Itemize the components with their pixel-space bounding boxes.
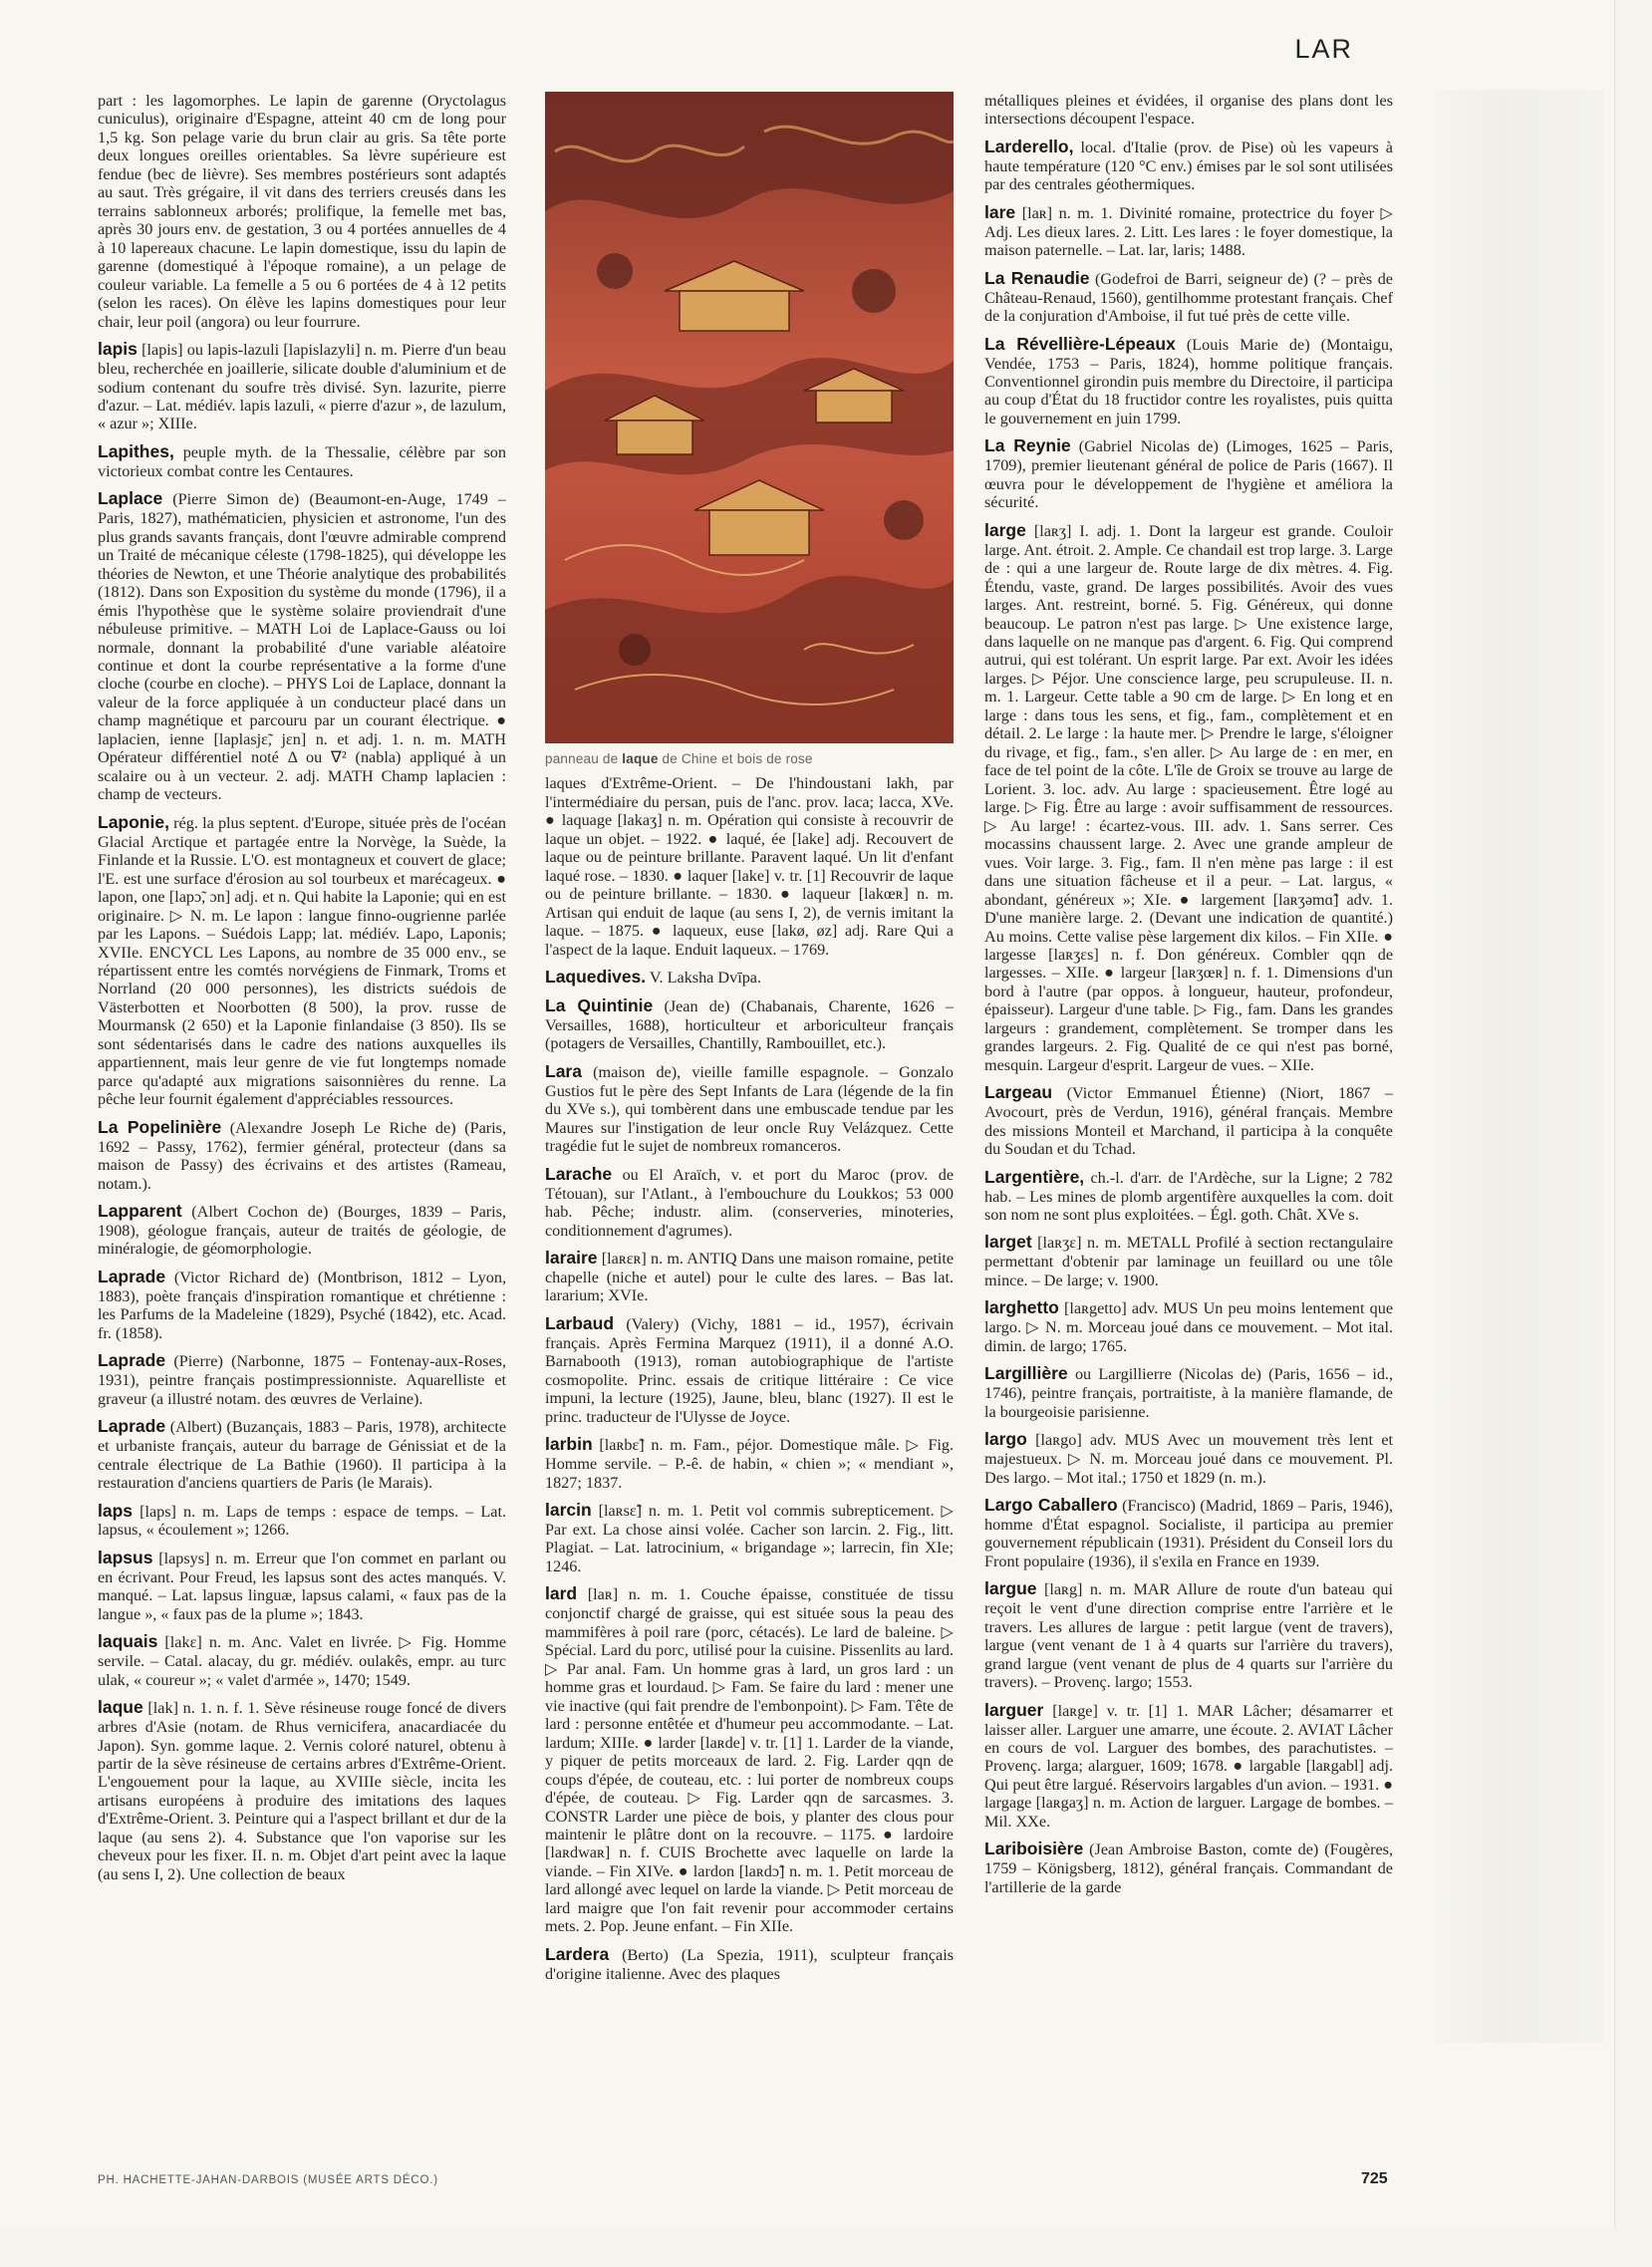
entry-headword: La Quintinie <box>545 995 654 1015</box>
entry-headword: La Révellière-Lépeaux <box>984 333 1176 354</box>
entry-definition: [laʀgo] adv. MUS Avec un mouvement très lent et majestueux. ▷ N. m. Morceau joué dans ce mouvement. Pl. Des largo. – Mot ital.; 1750 et 1829 (n. m.). <box>984 1431 1393 1487</box>
entry-headword: lard <box>545 1583 578 1604</box>
entry-definition: métalliques pleines et évidées, il organise des plans dont les intersections découpent l'espace. <box>984 92 1393 129</box>
entry-definition: [laʀ] n. m. 1. Couche épaisse, constituée de tissu conjonctif chargé de graisse, qui est située sous la peau des mammifères à poil rare (porc, cétacés). Le lard de baleine. ▷ Spécial. Lard du porc, utilisé pour la cuisine. Pissenlits au lard. ▷ Par anal. Fam. Un homme gras à lard, un gros lard : un homme gras et lourdaud. ▷ Fam. Se faire du lard : mener une vie inactive (qui fait prendre de l'embonpoint). ▷ Fam. Tête de lard : personne entêtée et d'humeur peu accommodante. – Lat. lardum; XIIIe. ● larder [laʀde] v. tr. [1] 1. Larder de la viande, y piquer de petits morceaux de lard. 2. Fig. Larder qqn de coups d'épée, de couteau, etc. : lui porter de nombreux coups d'épée, de couteau. ▷ Fig. Larder qqn de sarcasmes. 3. CONSTR Larder une pièce de bois, y planter des clous pour maintenir le plâtre dont on la recouvre. – 1175. ● lardoire [laʀdwaʀ] n. f. CUIS Brochette avec laquelle on larde la viande. – Fin XIVe. ● lardon [laʀdɔ̃] n. m. 1. Petit morceau de lard allongé avec lequel on larde la viande. ▷ Petit morceau de lard maigre que l'on fait revenir pour accommoder certains mets. 2. Pop. Jeune enfant. – Fin XIIe. <box>545 1585 954 1936</box>
entry-headword: Laplace <box>98 488 163 509</box>
entry-headword: La Reynie <box>984 435 1071 456</box>
lacquer-panel-image <box>545 92 954 743</box>
entry-headword: Largentière, <box>984 1166 1085 1187</box>
entry-definition: (Valery) (Vichy, 1881 – id., 1957), écrivain français. Après Fermina Marquez (1911), il a donné A.O. Barnabooth (1913), roman autobiographique de l'artiste cosmopolite. Princ. essais de critique littéraire : Ce vice impuni, la lecture (1925), Jaune, bleu, blanc (1927). Il est le princ. traducteur de l'Ulysse de Joyce. <box>545 1314 954 1426</box>
dictionary-entry <box>98 92 506 331</box>
entry-definition: (Godefroi de Barri, seigneur de) (? – près de Château-Renaud, 1560), gentilhomme protestant français. Chef de la conjuration d'Amboise, il fut tué près de cette ville. <box>984 269 1393 326</box>
entry-definition: (Pierre Simon de) (Beaumont-en-Auge, 1749 – Paris, 1827), mathématicien, physicien et astronome, l'un des plus grands savants français, dont l'œuvre admirable comprend un Traité de mécanique céleste (1798-1825), qui développe les théories de Newton, et une Théorie analytique des probabilités (1812). Dans son Exposition du système du monde (1796), il a émis l'hypothèse que le système solaire proviendrait d'une nébuleuse primitive. – MATH Loi de Laplace-Gauss ou loi normale, donnant la probabilité d'une variable aléatoire continue et dont la courbe représentative a la forme d'une cloche (courbe en cloche). – PHYS Loi de Laplace, donnant la valeur de la force appliquée à un conducteur placé dans un champ magnétique et parcouru par un courant électrique. ● laplacien, ienne [laplasjɛ̃, jɛn] n. et adj. 1. n. m. MATH Opérateur différentiel noté Δ ou ∇² (nabla) appliqué à un scalaire ou à un vecteur. 2. adj. MATH Champ laplacien : champ de vecteurs. <box>98 490 506 804</box>
entry-headword: largue <box>984 1578 1037 1599</box>
entry-headword: Lapithes, <box>98 440 174 461</box>
dictionary-entry <box>98 340 506 433</box>
running-head: LAR <box>1294 34 1353 64</box>
dictionary-entry <box>984 92 1393 129</box>
dictionary-entry <box>98 442 506 480</box>
entry-headword: Lardera <box>545 1943 610 1964</box>
entry-headword: La Popelinière <box>98 1116 222 1137</box>
entry-definition: [lapsys] n. m. Erreur que l'on commet en parlant ou en écrivant. Pour Freud, les lapsus sont des actes manqués. V. manqué. – Lat. lapsus linguæ, lapsus calami, « faux pas de la langue », « faux pas de la plume »; 1843. <box>98 1549 506 1623</box>
entry-definition: [laʀge] v. tr. [1] 1. MAR Lâcher; désamarrer et laisser aller. Larguer une amarre, une écoute. 2. AVIAT Lâcher en cours de vol. Larguer des bombes, des parachutistes. – Provenç. larga; alarguer, 1609; 1678. ● largable [laʀgabl] adj. Qui peut être largué. Réservoirs largables d'un avion. – 1931. ● largage [laʀgaʒ] n. m. Action de larguer. Largage de bombes. – Mil. XXe. <box>984 1701 1393 1831</box>
entry-headword: laque <box>98 1697 143 1718</box>
lacquer-panel-illustration <box>545 92 954 743</box>
entry-definition: [lak] n. 1. n. f. 1. Sève résineuse rouge foncé de divers arbres d'Asie (notam. de Rhus vernicifera, anacardiacée du Japon). Syn. gomme laque. 2. Vernis coloré naturel, obtenu à partir de la sève résineuse de certains arbres d'Extrême-Orient. L'engouement pour la laque, au XVIIIe siècle, incita les artisans européens à produire des imitations des laques d'Extrême-Orient. 3. Peinture qui a l'aspect brillant et dur de la laque (au sens 2). 4. Substance que l'on vaporise sur les cheveux pour les fixer. II. n. m. Objet d'art peint avec la laque (au sens I, 2). Une collection de beaux <box>98 1699 506 1883</box>
dictionary-entry <box>984 521 1393 1075</box>
entry-definition: ou El Araïch, v. et port du Maroc (prov. de Tétouan), sur l'Atlant., à l'embouchure du Loukkos; 53 000 hab. Pêche; industr. alim. (conserveries, minoteries, conditionnement d'agrumes). <box>545 1165 954 1240</box>
dictionary-entry <box>98 1268 506 1342</box>
dictionary-entry <box>984 1496 1393 1570</box>
dictionary-entry <box>545 1249 954 1305</box>
dictionary-entry <box>545 1945 954 1983</box>
entry-definition: [laʀg] n. m. MAR Allure de route d'un bateau qui reçoit le vent d'une direction comprise entre l'arrière et le travers. Les allures de largue : petit largue (vent de travers), largue (vent venant de 1 à 4 quarts sur l'arrière du travers), grand largue (vent venant de plus de 4 quarts sur l'arrière du travers). – Provenç. largo; 1553. <box>984 1580 1393 1692</box>
dictionary-entry <box>984 1701 1393 1832</box>
entry-headword: lare <box>984 201 1016 222</box>
dictionary-entry <box>98 1118 506 1193</box>
dictionary-entry <box>545 1165 954 1240</box>
entry-definition: [laps] n. m. Laps de temps : espace de temps. – Lat. lapsus, « écoulement »; 1266. <box>98 1502 506 1540</box>
photo-credit: PH. HACHETTE-JAHAN-DARBOIS (MUSÉE ARTS DÉCO.) <box>98 2174 438 2186</box>
entry-headword: largo <box>984 1429 1027 1450</box>
dictionary-entry <box>545 1501 954 1575</box>
entry-definition: (Pierre) (Narbonne, 1875 – Fontenay-aux-Roses, 1931), peintre français postimpressionniste. Aquarelliste et graveur (a illustré notam. des œuvres de Verlaine). <box>98 1352 506 1408</box>
entry-definition: [laʀgetto] adv. MUS Un peu moins lentement que largo. ▷ N. m. Morceau joué dans ce mouvement. – Mot ital. dimin. de largo; 1765. <box>984 1299 1393 1355</box>
dictionary-entry <box>545 1062 954 1156</box>
entry-definition: local. d'Italie (prov. de Pise) où les vapeurs à haute température (120 °C env.) émises par le sol sont utilisées par des centrales géothermiques. <box>984 138 1393 194</box>
entry-definition: ou Largillierre (Nicolas de) (Paris, 1656 – id., 1746), peintre français, portraitiste, à la manière flamande, de la bourgeoisie parisienne. <box>984 1365 1393 1421</box>
entry-definition: (maison de), vieille famille espagnole. – Gonzalo Gustios fut le père des Sept Infants de Lara (légende de la fin du XVe s.), qui tombèrent dans une embuscade tendue par les Maures sur l'instigation de leur oncle Ruy Velázquez. Cette tragédie fut le sujet de nombreux romanceros. <box>545 1062 954 1156</box>
dictionary-entry <box>98 1698 506 1883</box>
entry-definition: [lapis] ou lapis-lazuli [lapislazyli] n. m. Pierre d'un beau bleu, recherchée en joaillerie, silicate double d'aluminium et de sodium contenant du soufre très divisé. Syn. lazurite, pierre d'azur. – Lat. médiév. lapis lazuli, « pierre d'azur », de lazulum, « azur »; XIIIe. <box>98 341 506 433</box>
page-number: 725 <box>1361 2170 1388 2187</box>
dictionary-entry <box>984 335 1393 428</box>
entry-headword: larguer <box>984 1699 1044 1720</box>
entry-definition: (Victor Richard de) (Montbrison, 1812 – Lyon, 1883), poète français d'inspiration romantique et chrétienne : les Parfums de la Madeleine (1829), Psyché (1842), etc. Acad. fr. (1858). <box>98 1268 506 1342</box>
entry-definition: peuple myth. de la Thessalie, célèbre par son victorieux combat contre les Centaures. <box>98 442 506 480</box>
dictionary-entry <box>984 1083 1393 1158</box>
dictionary-entry <box>984 269 1393 326</box>
entry-headword: laps <box>98 1500 134 1521</box>
entry-definition: (Gabriel Nicolas de) (Limoges, 1625 – Paris, 1709), premier lieutenant général de police de Paris (1667). Il œuvra pour le développement de l'hygiène et améliora la sécurité. <box>984 437 1393 512</box>
dictionary-entry <box>545 1584 954 1935</box>
dictionary-entry <box>98 489 506 803</box>
entry-headword: Larache <box>545 1163 613 1184</box>
entry-headword: Laquedives. <box>545 967 647 988</box>
entry-definition: [lakɛ] n. m. Anc. Valet en livrée. ▷ Fig. Homme servile. – Catal. alacay, du gr. médiév. oulakês, empr. au turc ulak, « coureur »; « valet d'armée », 1470; 1549. <box>98 1633 506 1689</box>
entry-definition: [laʀʒ] I. adj. 1. Dont la largeur est grande. Couloir large. Ant. étroit. 2. Ample. Ce chandail est trop large. 3. Large de : qui a une largeur de. Route large de dix mètres. 4. Fig. Étendu, vaste, grand. De larges possibilités. Avoir des vues larges. Ant. restreint, borné. 5. Fig. Généreux, qui donne beaucoup. Le patron n'est pas large. ▷ Une existence large, dans laquelle on ne manque pas d'argent. 6. Fig. Qui comprend autrui, qui est tolérant. Un esprit large. Par ext. Avoir les idées larges. ▷ Péjor. Une conscience large, peu scrupuleuse. II. n. m. 1. Largeur. Cette table a 90 cm de large. ▷ En long et en large : dans tous les sens, et fig., fam., complètement et en détail. 2. Le large : la haute mer. ▷ Prendre le large, s'éloigner du rivage, et fig., fam., s'en aller. ▷ Au large de : en mer, en face de tel point de la côte. L'île de Groix se trouve au large de Lorient. 3. loc. adv. Au large : spacieusement. Être logé au large. ▷ Fig. Être au large : avoir suffisamment de ressources. ▷ Au large! : écartez-vous. III. adv. 1. Sans serrer. Ces mocassins chaussent large. 2. Avec une grande ampleur de vues. Voir large. 3. Fig., fam. Il n'en mène pas large : il est dans une situation fâcheuse et il a peur. – Lat. largus, « abondant, généreux »; XIe. ● largement [laʀʒəmɑ̃] adv. 1. D'une manière large. 2. (Devant une indication de quantité.) Au moins. Cette valise pèse largement dix kilos. – Fin XIIe. ● largesse [laʀʒɛs] n. f. Don généreux. Combler qqn de largesses. – XIIe. ● largeur [laʀʒœʀ] n. f. 1. Dimensions d'un bord à l'autre (par oppos. à longueur, hauteur, profondeur, épaisseur). Largeur d'une table. ▷ Fig., fam. Dans les grandes largeurs : grandement, complètement. Se tromper dans les grandes largeurs. 2. Fig. Qualité de ce qui n'est pas borné, mesquin. Largeur d'esprit. Largeur de vues. – XIIe. <box>984 521 1393 1074</box>
dictionary-entry <box>984 1840 1393 1896</box>
dictionary-entry <box>545 774 954 959</box>
entry-definition: (Jean de) (Chabanais, Charente, 1626 – Versailles, 1688), horticulteur et arboriculteur français (potagers de Versailles, Chantilly, Rambouillet, etc.). <box>545 997 954 1053</box>
column-2-entries <box>545 774 954 1983</box>
entry-definition: (Berto) (La Spezia, 1911), sculpteur français d'origine italienne. Avec des plaques <box>545 1945 954 1983</box>
dictionary-entry <box>984 203 1393 260</box>
dictionary-entry <box>984 1298 1393 1355</box>
dictionary-entry <box>545 1314 954 1426</box>
entry-definition: [laʀʒɛ] n. m. METALL Profilé à section rectangulaire permettant d'obtenir par laminage un feuillard ou une tôle mince. – De large; v. 1900. <box>984 1234 1393 1289</box>
entry-headword: lapis <box>98 339 138 360</box>
entry-definition: (Albert) (Buzançais, 1883 – Paris, 1978), architecte et urbaniste français, auteur du barrage de Génissiat et de la centrale électrique de La Bathie (1960). Il participa à la restauration d'anciens quartiers de Paris (le Marais). <box>98 1418 506 1493</box>
entry-headword: Larderello, <box>984 136 1074 156</box>
entry-headword: lapsus <box>98 1547 153 1567</box>
column-1 <box>98 92 506 2085</box>
dictionary-entry <box>984 1364 1393 1421</box>
column-3 <box>984 92 1393 2085</box>
dictionary-entry <box>98 1632 506 1689</box>
entry-headword: Lara <box>545 1060 582 1081</box>
dictionary-entry <box>984 436 1393 511</box>
entry-headword: Lapparent <box>98 1201 182 1222</box>
entry-definition: [laʀ] n. m. 1. Divinité romaine, protectrice du foyer ▷ Adj. Les dieux lares. 2. Litt. Les lares : le foyer domestique, la maison paternelle. – Lat. lar, laris; 1488. <box>984 203 1393 260</box>
dictionary-entry <box>984 1168 1393 1225</box>
illustration-caption: panneau de laque de Chine et bois de rose <box>545 751 813 766</box>
entry-definition: (Victor Emmanuel Étienne) (Niort, 1867 – Avocourt, près de Verdun, 1916), général français. Membre des missions Monteil et Marchand, il participa à la conquête du Soudan et du Tchad. <box>984 1084 1393 1159</box>
entry-headword: Laprade <box>98 1266 166 1286</box>
dictionary-entry <box>98 1549 506 1623</box>
entry-definition: (Francisco) (Madrid, 1869 – Paris, 1946), homme d'État espagnol. Socialiste, il participa au premier gouvernement républicain (1931). Président du Conseil lors du Front populaire (1936), il s'exila en France en 1939. <box>984 1496 1393 1570</box>
entry-headword: Lariboisière <box>984 1839 1084 1859</box>
dictionary-entry <box>98 1351 506 1408</box>
entry-definition: [laʀbɛ̃] n. m. Fam., péjor. Domestique mâle. ▷ Fig. Homme servile. – P.-ê. de habin, « chien »; « mendiant », 1827; 1837. <box>545 1436 954 1492</box>
dictionary-entry <box>98 813 506 1109</box>
entry-definition: part : les lagomorphes. Le lapin de garenne (Oryctolagus cuniculus), originaire d'Espagne, atteint 40 cm de long pour 1,5 kg. Son pelage varie du brun clair au gris. Sa tête porte deux longues oreilles orientables. Sa lèvre supérieure est fendue (bec de lièvre). Ses membres postérieurs sont adaptés au saut. Très grégaire, il vit dans des terriers creusés dans les terrains sablonneux arborés; prolifique, la femelle met bas, après 30 jours env. de gestation, 3 ou 4 portées annuelles de 4 à 10 lapereaux chacune. Le lapin domestique, issu du lapin de garenne (domestiqué à l'époque romaine), a un pelage de couleur variable. La femelle a 5 ou 6 portées de 4 à 12 petits (selon les races). On élève les lapins domestiques pour leur chair, leur poil (angora) ou leur fourrure. <box>98 92 506 331</box>
entry-definition: (Alexandre Joseph Le Riche de) (Paris, 1692 – Passy, 1762), fermier général, protecteur (dans sa maison de Passy) des écrivains et des artistes (Rameau, notam.). <box>98 1118 506 1193</box>
entry-definition: laques d'Extrême-Orient. – De l'hindoustani lakh, par l'intermédiaire du persan, puis de l'anc. prov. laca; lacca, XVe. ● laquage [lakaʒ] n. m. Opération qui consiste à recouvrir de laque un objet. – 1922. ● laqué, ée [lake] adj. Recouvert de laque ou de peinture brillante. Paravent laqué. Un lit d'enfant laqué rose. – 1830. ● laquer [lake] v. tr. [1] Recouvrir de laque ou de peinture brillante. – 1830. ● laqueur [lakœʀ] n. m. Artisan qui enduit de laque (au sens I, 2), de vernis imitant la laque. – 1875. ● laqueux, euse [lakø, øz] adj. Rare Qui a l'aspect de la laque. Enduit laqueux. – 1769. <box>545 774 954 959</box>
entry-definition: ch.-l. d'arr. de l'Ardèche, sur la Ligne; 2 782 hab. – Les mines de plomb argentifère auxquelles la com. doit son nom ne sont plus exploitées. – Égl. goth. Chât. XVe s. <box>984 1168 1393 1224</box>
column-2 <box>545 92 954 2085</box>
entry-definition: (Albert Cochon de) (Bourges, 1839 – Paris, 1908), géologue français, auteur de traités de géologie, de minéralogie, de géomorphologie. <box>98 1203 506 1259</box>
entry-headword: Larbaud <box>545 1312 615 1333</box>
dictionary-entry <box>545 1435 954 1492</box>
entry-definition: (Louis Marie de) (Montaigu, Vendée, 1753 – Paris, 1824), homme politique français. Conventionnel girondin puis membre du Directoire, il participa au coup d'État du 18 fructidor contre les royalistes, puis quitta le gouvernement en juin 1799. <box>984 335 1393 427</box>
entry-headword: Largeau <box>984 1082 1053 1103</box>
entry-definition: V. Laksha Dvīpa. <box>649 969 762 988</box>
entry-definition: [laʀɛʀ] n. m. ANTIQ Dans une maison romaine, petite chapelle (niche et autel) pour le culte des lares. – Bas lat. lararium; XVIe. <box>545 1250 954 1305</box>
dictionary-entry <box>98 1417 506 1492</box>
entry-definition: rég. la plus septent. d'Europe, située près de l'océan Glacial Arctique et partagée entre la Norvège, la Suède, la Finlande et la Russie. L'O. est montagneux et couvert de glace; l'E. est une surface d'érosion au sol tourbeux et marécageux. ● lapon, one [lapɔ̃, ɔn] adj. et n. Qui habite la Laponie; qui en est originaire. ▷ N. m. Le lapon : langue finno-ougrienne parlée par les Lapons. – Suédois Lapp; lat. médiév. Lapo, Laponis; XVIIe. ENCYCL Les Lapons, au nombre de 35 000 env., se répartissent entre les comtés norvégiens de Finmark, Troms et Norrland (20 000 personnes), les districts suédois de Västerbotten et Noorbotten (8 500), la prov. russe de Mourmansk (2 650) et la Laponie finlandaise (3 850). Ils se sont sédentarisés dans le cadre des nations auxquelles ils appartiennent, mais leur genre de vie fut longtemps nomade parce qu'adapté aux migrations saisonnières du renne. La pêche leur fournit également d'appréciables ressources. <box>98 813 506 1109</box>
entry-headword: Laprade <box>98 1416 166 1437</box>
dictionary-entry <box>984 1430 1393 1487</box>
dictionary-entry <box>984 138 1393 194</box>
dictionary-entry <box>98 1202 506 1259</box>
entry-headword: laraire <box>545 1248 598 1269</box>
dictionary-entry <box>984 1233 1393 1289</box>
entry-headword: Laprade <box>98 1350 166 1371</box>
entry-headword: Largo Caballero <box>984 1494 1118 1515</box>
dictionary-entry <box>545 996 954 1053</box>
dictionary-entry <box>98 1502 506 1540</box>
entry-headword: larget <box>984 1232 1032 1253</box>
entry-headword: La Renaudie <box>984 267 1090 288</box>
facing-page-bleed <box>1435 90 1604 2043</box>
dictionary-entry <box>545 968 954 988</box>
entry-headword: large <box>984 519 1026 540</box>
entry-headword: laquais <box>98 1631 158 1652</box>
entry-headword: Largillière <box>984 1363 1068 1384</box>
entry-definition: (Jean Ambroise Baston, comte de) (Fougères, 1759 – Königsberg, 1812), général français. Commandant de l'artillerie de la garde <box>984 1841 1393 1896</box>
entry-headword: Laponie, <box>98 811 169 832</box>
entry-headword: larbin <box>545 1434 593 1455</box>
entry-definition: [laʀsɛ̃] n. m. 1. Petit vol commis subrepticement. ▷ Par ext. La chose ainsi volée. Cacher son larcin. 2. Fig., litt. Plagiat. – Lat. latrocinium, « brigandage »; larrecin, fin XIe; 1246. <box>545 1502 954 1575</box>
dictionary-entry <box>984 1579 1393 1691</box>
entry-headword: larcin <box>545 1500 592 1521</box>
entry-headword: larghetto <box>984 1297 1059 1318</box>
